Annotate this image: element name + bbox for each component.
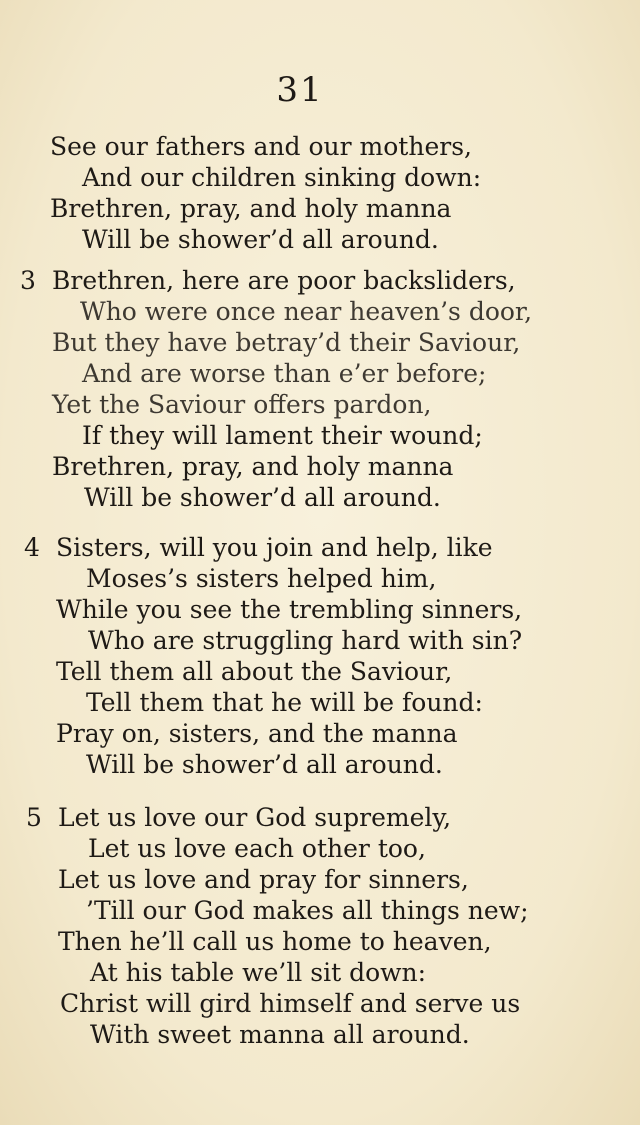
stanza-3-line-4: And are worse than e’er before; <box>82 359 487 388</box>
stanza-5-line-6: At his table we’ll sit down: <box>90 958 427 987</box>
stanza-5-line-2: Let us love each other too, <box>88 834 426 863</box>
stanza-4-line-4: Who are struggling hard with sin? <box>88 626 523 655</box>
stanza-3-line-7: Brethren, pray, and holy manna <box>52 452 454 481</box>
stanza-3-line-6: If they will lament their wound; <box>82 421 483 450</box>
stanza-5-line-7: Christ will gird himself and serve us <box>60 989 521 1018</box>
stanza-5-line-1: Let us love our God supremely, <box>58 803 452 832</box>
stanza-3-line-3: But they have betray’d their Saviour, <box>52 328 521 357</box>
stanza-3-line-8: Will be shower’d all around. <box>84 483 441 512</box>
stanza-1-line-4: Will be shower’d all around. <box>82 225 439 254</box>
stanza-4-line-2: Moses’s sisters helped him, <box>86 564 437 593</box>
stanza-4-line-1: Sisters, will you join and help, like <box>56 533 493 562</box>
page-number: 31 <box>276 70 324 110</box>
stanza-1-line-1: See our fathers and our mothers, <box>50 132 472 161</box>
stanza-5-line-4: ’Till our God makes all things new; <box>86 896 529 925</box>
stanza-5-line-8: With sweet manna all around. <box>90 1020 470 1049</box>
stanza-3-line-1: Brethren, here are poor backsliders, <box>52 266 516 295</box>
stanza-1-line-2: And our children sinking down: <box>82 163 482 192</box>
stanza-1-line-3: Brethren, pray, and holy manna <box>50 194 452 223</box>
stanza-3-line-2: Who were once near heaven’s door, <box>80 297 533 326</box>
stanza-3-line-5: Yet the Saviour offers pardon, <box>52 390 432 419</box>
stanza-4-line-6: Tell them that he will be found: <box>86 688 483 717</box>
stanza-3-number: 3 <box>20 266 36 295</box>
stanza-4-line-5: Tell them all about the Saviour, <box>56 657 453 686</box>
stanza-4-number: 4 <box>24 533 40 562</box>
stanza-5-line-3: Let us love and pray for sinners, <box>58 865 469 894</box>
stanza-5-number: 5 <box>26 803 42 832</box>
stanza-5-line-5: Then he’ll call us home to heaven, <box>58 927 492 956</box>
stanza-4-line-3: While you see the trembling sinners, <box>56 595 523 624</box>
stanza-4-line-8: Will be shower’d all around. <box>86 750 443 779</box>
stanza-4-line-7: Pray on, sisters, and the manna <box>56 719 458 748</box>
